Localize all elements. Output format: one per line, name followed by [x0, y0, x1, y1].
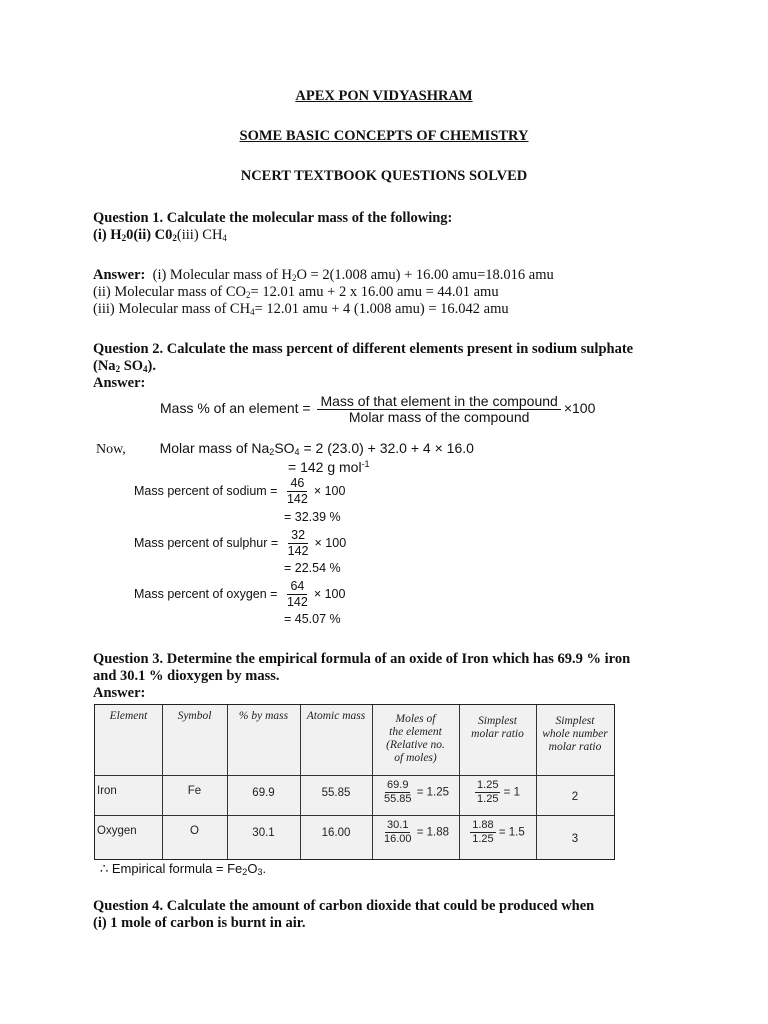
- answer-1-line-1: Answer: (i) Molecular mass of $H_2O = 2(1.008$ amu) + 16.00 amu=18.016 amu: [93, 267, 554, 283]
- oxygen-result: = 45.07 %: [284, 612, 341, 626]
- row-iron-moles: $\frac{69.9}{55.85}$ = 1.25: [383, 779, 450, 805]
- answer-3-label: Answer:: [93, 685, 146, 701]
- row-oxygen-percent: 30.1: [252, 827, 275, 839]
- question-3-line-2: and 30.1 % dioxygen by mass.: [93, 668, 280, 684]
- question-4-line-1: Question 4. Calculate the amount of carbon dioxide that could be produced when: [93, 898, 595, 914]
- question-2-formula: ($Na_2$ $SO_4$).: [93, 358, 156, 374]
- question-3-line-1: Question 3. Determine the empirical formula of an oxide of Iron which has 69.9 % iron: [93, 651, 631, 667]
- header-simplest-ratio: Simplest molar ratio: [471, 715, 524, 740]
- oxygen-percent: Mass percent of oxygen = $\frac{64}{142}$ × 100: [134, 579, 346, 609]
- header-element: Element: [109, 710, 148, 722]
- row-oxygen-moles: $\frac{30.1}{16.00}$ = 1.88: [383, 819, 450, 845]
- question-1-parts: (i) $H_20(ii)$ $C0_2(iii)$ $CH_4$: [93, 227, 227, 243]
- sodium-percent: Mass percent of sodium = $\frac{46}{142}$ × 100: [134, 476, 346, 506]
- question-4-line-2: (i) 1 mole of carbon is burnt in air.: [93, 915, 306, 931]
- question-3: [93, 651, 713, 702]
- header-whole-ratio: Simplest whole number molar ratio: [542, 715, 608, 753]
- row-oxygen-element: Oxygen: [97, 825, 137, 837]
- row-oxygen-whole: 3: [571, 833, 579, 845]
- question-4: [93, 898, 713, 932]
- sulphur-percent: Mass percent of sulphur = $\frac{32}{142}$ × 100: [134, 528, 347, 558]
- question-2: [93, 341, 713, 392]
- mass-percent-definition: Mass % of an element = $\frac{\text{Mass of that element in the compound}}{\text{Molar mass of the compound}}$ ×100: [160, 393, 596, 425]
- molar-mass-result: = 142 g mol$^{-1}$: [288, 459, 370, 475]
- question-2-text: Question 2. Calculate the mass percent of different elements present in sodium sulphate: [93, 341, 634, 357]
- answer-1-line-3: (iii) Molecular mass of $CH_4= 12.01$ amu + 4 (1.008 amu) = 16.042 amu: [93, 301, 509, 317]
- header-percent-mass: % by mass: [238, 710, 289, 722]
- row-iron-ratio: $\frac{1.25}{1.25}$ = 1: [477, 779, 520, 805]
- header-moles: Moles of the element (Relative no. of moles): [386, 713, 445, 764]
- answer-1: [93, 267, 713, 318]
- molar-mass-line: Now, Molar mass of $Na_2SO_4 = 2$ (23.0) + 32.0 + 4 × 16.0: [96, 440, 474, 457]
- header-atomic-mass: Atomic mass: [306, 710, 366, 722]
- subject-title: SOME BASIC CONCEPTS OF CHEMISTRY: [239, 128, 529, 144]
- sulphur-result: = 22.54 %: [284, 561, 341, 575]
- answer-1-line-2: (ii) Molecular mass of $CO_2= 12.01$ amu + 2 x 16.00 amu = 44.01 amu: [93, 284, 499, 300]
- empirical-formula-table: [94, 704, 615, 860]
- row-oxygen-atomic: 16.00: [321, 827, 351, 839]
- school-title: APEX PON VIDYASHRAM: [295, 88, 473, 104]
- answer-2-label: Answer:: [93, 375, 146, 391]
- header-symbol: Symbol: [177, 710, 212, 722]
- row-oxygen-symbol: O: [190, 825, 199, 837]
- row-iron-element: Iron: [97, 785, 117, 797]
- row-iron-whole: 2: [571, 791, 579, 803]
- section-subtitle: NCERT TEXTBOOK QUESTIONS SOLVED: [240, 168, 528, 184]
- question-1: [93, 210, 693, 244]
- row-iron-symbol: Fe: [187, 785, 202, 797]
- sodium-result: = 32.39 %: [284, 510, 341, 524]
- empirical-formula-result: ∴ Empirical formula = $Fe_2O_3$.: [100, 861, 267, 877]
- row-oxygen-ratio: $\frac{1.88}{1.25}$ = 1.5: [472, 819, 525, 845]
- row-iron-percent: 69.9: [252, 787, 275, 799]
- question-1-text: Question 1. Calculate the molecular mass of the following:: [93, 210, 453, 226]
- row-iron-atomic: 55.85: [321, 787, 351, 799]
